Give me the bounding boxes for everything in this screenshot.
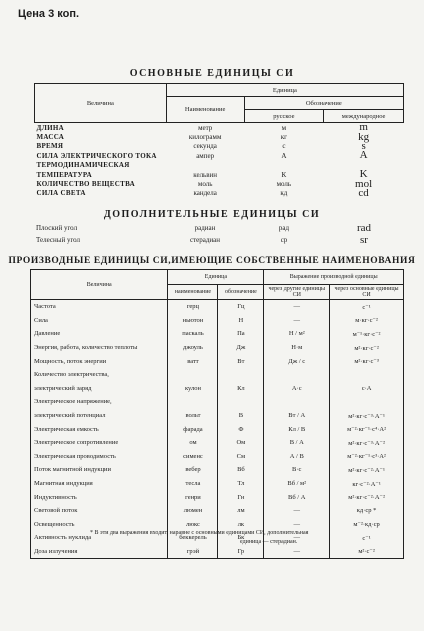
unit-name-cell — [166, 161, 244, 170]
unit-name-cell: радиан — [194, 224, 216, 232]
footnote — [90, 529, 410, 547]
russian-symbol-cell: кд — [280, 189, 288, 198]
intl-symbol-cell: K — [359, 168, 368, 181]
via-other-cell: В·с — [264, 463, 330, 477]
price-label: Цена 3 коп. — [18, 8, 80, 20]
unit-name-cell — [168, 395, 218, 409]
table-row — [35, 189, 404, 198]
unit-name-cell: беккерель — [168, 531, 218, 545]
unit-name-cell: секунда — [193, 142, 217, 151]
via-other-cell: — — [264, 314, 330, 328]
via-base-cell: кг·с⁻²·А⁻¹ — [330, 477, 404, 491]
table-row — [31, 341, 404, 355]
intl-symbol-cell: mol — [355, 177, 373, 190]
unit-name-cell: паскаль — [168, 327, 218, 341]
quantity-cell: Активность нуклида — [31, 531, 168, 545]
unit-name-cell: герц — [168, 300, 218, 314]
via-base-cell: м²·кг·с⁻² — [330, 341, 404, 355]
table-row — [35, 151, 404, 160]
quantity-cell: электрический потенциал — [31, 409, 168, 423]
via-base-cell: м⁻²·кг⁻¹·с³·А² — [330, 450, 404, 464]
unit-name-cell: ньютон — [168, 314, 218, 328]
header-designation: Обозначение — [244, 97, 403, 110]
quantity-cell: Телесный угол — [36, 236, 81, 244]
table-row — [31, 300, 404, 314]
quantity-cell: электрический заряд — [31, 382, 168, 396]
quantity-cell: Частота — [31, 300, 168, 314]
table-row — [35, 123, 404, 133]
table-row — [31, 395, 404, 409]
designation-cell: Вб — [218, 463, 264, 477]
unit-name-cell: люкс — [168, 518, 218, 532]
via-other-cell: — — [264, 300, 330, 314]
quantity-cell: Мощность, поток энергии — [31, 354, 168, 368]
via-other-cell: — — [264, 518, 330, 532]
russian-symbol-cell: А — [281, 151, 287, 160]
unit-name-cell: кельвин — [193, 170, 218, 179]
via-other-cell: — — [264, 545, 330, 559]
quantity-cell: Электрическое напряжение, — [31, 395, 168, 409]
header-unit: Единица — [166, 84, 403, 97]
unit-name-cell: ампер — [196, 151, 215, 160]
unit-name-cell: метр — [198, 123, 213, 132]
derived-header-quantity: Величина — [31, 270, 168, 300]
derived-header-via-base: через основные единицы СИ — [330, 285, 404, 300]
designation-cell: См — [218, 450, 264, 464]
derived-header-via-other: через другие единицы СИ — [264, 285, 330, 300]
via-base-cell: м²·с⁻² — [330, 545, 404, 559]
quantity-cell: Электрическая проводимость — [31, 450, 168, 464]
derived-header-designation: обозначение — [218, 285, 264, 300]
via-other-cell: Вт / А — [264, 409, 330, 423]
via-base-cell: с·А — [330, 382, 404, 396]
russian-symbol-cell: кг — [280, 133, 287, 142]
quantity-cell: Магнитная индукция — [31, 477, 168, 491]
intl-symbol-cell: cd — [358, 186, 369, 199]
quantity-cell: СИЛА СВЕТА — [36, 189, 86, 198]
unit-name-cell: стерадиан — [189, 236, 221, 244]
header-international: международное — [324, 110, 404, 123]
quantity-cell: ВРЕМЯ — [36, 142, 64, 151]
designation-cell: Бк — [218, 531, 264, 545]
base-units-table — [34, 83, 404, 198]
via-base-cell — [330, 395, 404, 409]
intl-symbol-cell: rad — [356, 221, 372, 234]
quantity-cell: Количество электричества, — [31, 368, 168, 382]
table-row — [31, 314, 404, 328]
via-other-cell: А·с — [264, 382, 330, 396]
via-other-cell — [264, 395, 330, 409]
via-base-cell: м²·кг·с⁻³ — [330, 354, 404, 368]
via-base-cell: м⁻²·кд·ср — [330, 518, 404, 532]
table-row — [31, 463, 404, 477]
quantity-cell: Энергия, работа, количество теплоты — [31, 341, 168, 355]
designation-cell — [218, 395, 264, 409]
quantity-cell: МАССА — [36, 133, 65, 142]
unit-name-cell: джоуль — [168, 341, 218, 355]
via-other-cell — [264, 368, 330, 382]
unit-name-cell: сименс — [168, 450, 218, 464]
via-base-cell: м²·кг·с⁻³·А⁻¹ — [330, 409, 404, 423]
table-row — [31, 368, 404, 382]
russian-symbol-cell — [244, 161, 324, 170]
designation-cell: Тл — [218, 477, 264, 491]
russian-symbol-cell: рад — [278, 224, 290, 232]
table-row — [31, 477, 404, 491]
table-row — [31, 422, 404, 436]
via-other-cell: А / В — [264, 450, 330, 464]
quantity-cell: Индуктивность — [31, 490, 168, 504]
unit-name-cell: фарада — [168, 422, 218, 436]
table-row — [31, 450, 404, 464]
quantity-cell: Световой поток — [31, 504, 168, 518]
designation-cell: Дж — [218, 341, 264, 355]
designation-cell: Гц — [218, 300, 264, 314]
russian-symbol-cell: с — [282, 142, 286, 151]
base-units-title: ОСНОВНЫЕ ЕДИНИЦЫ СИ — [129, 68, 295, 79]
intl-symbol-cell: sr — [360, 233, 368, 246]
table-row — [31, 436, 404, 450]
designation-cell: Н — [218, 314, 264, 328]
via-base-cell: м²·кг·с⁻²·А⁻² — [330, 490, 404, 504]
derived-header-expression: Выражение производной единицы — [264, 270, 404, 285]
quantity-cell: Доза излучения — [31, 545, 168, 559]
quantity-cell: Электрическая емкость — [31, 422, 168, 436]
quantity-cell: Сила — [31, 314, 168, 328]
intl-symbol-cell: A — [359, 149, 368, 162]
derived-header-name: наименование — [168, 285, 218, 300]
table-row — [35, 132, 404, 141]
table-row — [35, 179, 404, 188]
footnote-line-2: единица — стерадиан. — [240, 539, 298, 545]
russian-symbol-cell: ср — [280, 236, 288, 244]
footnote-line-1: * В эти два выражения входит, наравне с основными единицами СИ, дополнительная — [90, 530, 309, 536]
table-row — [31, 354, 404, 368]
quantity-cell: СИЛА ЭЛЕКТРИЧЕСКОГО ТОКА — [36, 151, 157, 160]
table-row — [31, 382, 404, 396]
russian-symbol-cell: м — [281, 123, 287, 132]
designation-cell: Ом — [218, 436, 264, 450]
intl-symbol-cell: m — [359, 121, 368, 134]
designation-cell — [218, 368, 264, 382]
quantity-cell: КОЛИЧЕСТВО ВЕЩЕСТВА — [36, 180, 135, 189]
quantity-cell: Плоский угол — [36, 224, 78, 232]
table-row — [31, 409, 404, 423]
table-row — [31, 490, 404, 504]
unit-name-cell: кандела — [193, 189, 217, 198]
via-base-cell: с⁻¹ — [330, 531, 404, 545]
unit-name-cell: моль — [197, 180, 213, 189]
via-base-cell: кд·ср * — [330, 504, 404, 518]
table-row — [34, 222, 404, 234]
designation-cell: лм — [218, 504, 264, 518]
unit-name-cell: грэй — [168, 545, 218, 559]
quantity-cell: Давление — [31, 327, 168, 341]
via-other-cell: Дж / с — [264, 354, 330, 368]
russian-symbol-cell: моль — [276, 180, 292, 189]
intl-symbol-cell: kg — [358, 130, 370, 143]
unit-name-cell: тесла — [168, 477, 218, 491]
quantity-cell: Освещенность — [31, 518, 168, 532]
unit-name-cell — [168, 368, 218, 382]
designation-cell: Кл — [218, 382, 264, 396]
header-quantity: Величина — [35, 84, 167, 123]
table-row — [35, 170, 404, 179]
unit-name-cell: ом — [168, 436, 218, 450]
derived-header-unit: Единица — [168, 270, 264, 285]
unit-name-cell: ватт — [168, 354, 218, 368]
designation-cell: Гр — [218, 545, 264, 559]
quantity-cell: ДЛИНА — [36, 123, 64, 132]
via-base-cell: м⁻²·кг⁻¹·с⁴·А² — [330, 422, 404, 436]
via-other-cell: Вб / м² — [264, 477, 330, 491]
table-row — [31, 327, 404, 341]
supplementary-title: ДОПОЛНИТЕЛЬНЫЕ ЕДИНИЦЫ СИ — [103, 209, 321, 220]
designation-cell: В — [218, 409, 264, 423]
via-base-cell — [330, 368, 404, 382]
via-other-cell: Н·м — [264, 341, 330, 355]
via-other-cell: Кл / В — [264, 422, 330, 436]
derived-units-title: ПРОИЗВОДНЫЕ ЕДИНИЦЫ СИ,ИМЕЮЩИЕ СОБСТВЕННЫЕ НАИМЕНОВАНИЯ — [8, 256, 416, 266]
via-other-cell: Вб / А — [264, 490, 330, 504]
table-row — [35, 142, 404, 151]
unit-name-cell: кулон — [168, 382, 218, 396]
via-other-cell: В / А — [264, 436, 330, 450]
via-base-cell: м²·кг·с⁻²·А⁻¹ — [330, 463, 404, 477]
header-name: Наименование — [166, 97, 244, 123]
quantity-cell: Поток магнитной индукции — [31, 463, 168, 477]
designation-cell: лк — [218, 518, 264, 532]
unit-name-cell: килограмм — [188, 133, 222, 142]
header-russian: русское — [244, 110, 324, 123]
via-base-cell: м²·кг·с⁻³·А⁻² — [330, 436, 404, 450]
supplementary-table — [34, 222, 404, 246]
quantity-cell: Электрическое сопротивление — [31, 436, 168, 450]
quantity-cell: ТЕМПЕРАТУРА — [36, 170, 92, 179]
unit-name-cell: люмен — [168, 504, 218, 518]
via-base-cell: м⁻¹·кг·с⁻² — [330, 327, 404, 341]
designation-cell: Ф — [218, 422, 264, 436]
quantity-cell: ТЕРМОДИНАМИЧЕСКАЯ — [36, 161, 130, 170]
unit-name-cell: вольт — [168, 409, 218, 423]
russian-symbol-cell: К — [281, 170, 287, 179]
table-row — [35, 161, 404, 170]
designation-cell: Вт — [218, 354, 264, 368]
designation-cell: Па — [218, 327, 264, 341]
table-row — [31, 504, 404, 518]
via-other-cell: — — [264, 504, 330, 518]
unit-name-cell: генри — [168, 490, 218, 504]
intl-symbol-cell: s — [361, 139, 366, 152]
derived-units-table — [30, 269, 404, 559]
table-row — [34, 234, 404, 246]
via-base-cell: с⁻¹ — [330, 300, 404, 314]
via-other-cell: — — [264, 531, 330, 545]
via-base-cell: м·кг·с⁻² — [330, 314, 404, 328]
unit-name-cell: вебер — [168, 463, 218, 477]
via-other-cell: Н / м² — [264, 327, 330, 341]
designation-cell: Гн — [218, 490, 264, 504]
